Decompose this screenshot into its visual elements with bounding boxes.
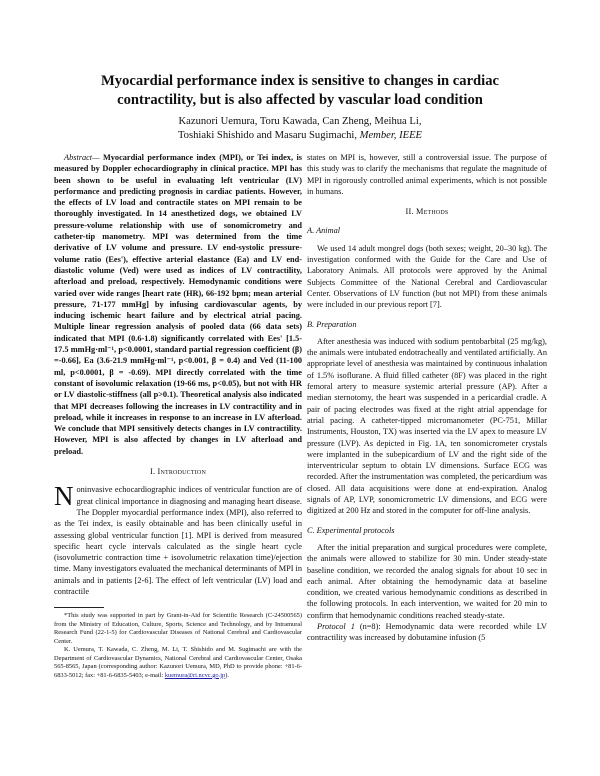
footnote-end: ).: [225, 671, 229, 679]
footnote: [54, 612, 302, 680]
footnote-funding: *This study was supported in part by Grant-in-Aid for Scientific Research (C-24500565) from the Ministry of Education, Culture, Sports, Science and Technology, and by Intramural Research Fund (22-1-5) for Cardiovascular Diseases of National Cerebral and Cardiovascular Center.: [54, 612, 302, 645]
intro-dropcap: N: [54, 481, 74, 512]
protocol-1-body: (n=8): Hemodynamic data were recorded while LV contractility was increased by dobutamine infusion (5: [307, 621, 547, 643]
abstract-text: Myocardial performance index (MPI), or Tei index, is measured by Doppler echocardiography in clinical practice. MPI has been shown to be useful in evaluating left ventricular (LV) performance and predicting prognosis in cardiac patients. However, the effects of LV load and contractile states on MPI remain to be thoroughly investigated. In 14 anesthetized dogs, we obtained LV pressure-volume relationship with use of sonomicrometry and catheter-tip manometry. MPI was determined from the time derivative of LV volume and pressure. LV end-systolic pressure-volume ratio (Ees'), effective arterial elastance (Ea) and LV end-diastolic volume (Ved) were used as indices of LV contractility, afterload and preload, respectively. Hemodynamic conditions were varied over wide ranges [heart rate (HR), 66-192 bpm; mean arterial pressure, 71-177 mmHg] by infusing cardiovascular agents, by inducing ischemic heart failure and by electrical atrial pacing. Multiple linear regression analysis of pooled data (66 data sets) indicated that MPI (0.6-1.8) significantly correlated with Ees' [1.5-17.5 mmHg·ml⁻¹, p<0.0001, standard partial regression coefficient (β) =-0.66], Ea (3.6-21.9 mmHg·ml⁻¹, p<0.001, β = 0.4) and Ved (11-100 ml, p<0.0001, β = -0.69). MPI directly correlated with the time constant of isovolumic relaxation (19-66 ms, p<0.05), but not with HR or LV diastolic-stiffness (all p>0.1). Theoretical analysis also indicated that MPI decreases following the increases in LV contractility and in preload, while it increases in response to an increase in LV afterload. We conclude that MPI sensitively detects changes in LV contractility. However, MPI is also affected by changes in LV afterload and preload.: [54, 153, 302, 456]
authors-line-1: Kazunori Uemura, Toru Kawada, Can Zheng, Meihua Li,: [178, 116, 422, 127]
preparation-text: After anesthesia was induced with sodium pentobarbital (25 mg/kg), the animals were intubated endotracheally and ventilated artificially. An appropriate level of anesthesia was maintained by continuous inhalation of 1.5% isoflurane. A fluid filled catheter (8F) was placed in the right femoral artery to measure systemic arterial pressure (AP). After a median sternotomy, the heart was suspended in a pericardial cradle. A pair of pacing electrodes was fixed at the right atrial appendage for atrial pacing. A catheter-tipped micromanometer (PC-751, Millar Instruments, Houston, TX) was inserted via the LV apex to measure LV pressure (LVP). As depicted in Fig. 1A, ten sonomicrometer crystals were implanted in the subepicardium of LV and the right side of the interventricular septum to obtain LV dimensions. Surface ECG was recorded. After the instrumentation was completed, the pericardium was closed. All data acquisitions were done at end-expiration. Analog signals of AP, LVP, sonomicrometric LV dimensions, and ECG were digitized at 200 Hz and stored in the computer for off-line analysis.: [307, 336, 547, 516]
authors-names: Toshiaki Shishido and Masaru Sugimachi,: [177, 129, 360, 141]
author-list: [60, 115, 540, 142]
footnote-rule: [54, 607, 104, 608]
preparation-heading: B. Preparation: [307, 319, 357, 329]
intro-heading: I. Introduction: [149, 467, 206, 477]
abstract: [54, 152, 302, 457]
protocol-1-text: [307, 621, 547, 644]
protocol-1-label: Protocol 1: [317, 621, 355, 631]
authors-line-2: [60, 129, 540, 143]
right-column: [307, 152, 547, 644]
author-membership: Member, IEEE: [359, 129, 423, 141]
paper-title: Myocardial performance index is sensitive to changes in cardiac contractility, but is also affected by vascular load condition: [100, 73, 500, 108]
abstract-label: Abstract—: [64, 153, 100, 162]
email-link[interactable]: kuemura@ri.ncvc.go.jp: [164, 671, 226, 679]
footnote-affiliation-text: K. Uemura, T. Kawada, C. Zheng, M. Li, T. Shishido and M. Sugimachi are with the Department of Cardiovascular Dynamics, National Cerebral and Cardiovascular Center, Osaka 565-8565, Japan (corresponding author: Kazunori Uemura, MD, PhD to provide phone: +81-6-6833-5012; fax: +81-6-6835-5403; e-mail:: [54, 646, 302, 679]
protocols-heading: C. Experimental protocols: [307, 525, 395, 535]
protocols-text: After the initial preparation and surgical procedures were complete, the animals were allowed to stabilize for 30 min. Under steady-state baseline condition, we recorded the analog signals for about 10 sec in each animal. After obtaining the hemodynamic data at baseline condition, we created various hemodynamic conditions as described in the following protocols. In each intervention, we waited for 20 min to confirm that hemodynamic conditions reached steady-state.: [307, 542, 547, 620]
intro-paragraph: [54, 481, 302, 597]
left-column: [54, 152, 302, 680]
intro-continued: states on MPI is, however, still a controversial issue. The purpose of this study was to clarify the mechanisms that regulate the magnitude of MPI in rigorously controlled animal experiments, which is not possible in humans.: [307, 153, 547, 196]
animal-heading: A. Animal: [307, 226, 341, 236]
animal-text: We used 14 adult mongrel dogs (both sexes; weight, 20–30 kg). The investigation conformed with the Guide for the Care and Use of Laboratory Animals. All protocols were approved by the Animal Subjects Committee of the National Cerebral and Cardiovascular Center. Observations of LV function (but not MPI) from these animals were included in our previous report [7].: [307, 243, 547, 310]
footnote-affiliation: [54, 646, 302, 680]
intro-text: oninvasive echocardiographic indices of ventricular function are of great clinical importance in diagnosing and managing heart disease. The Doppler myocardial performance index (MPI), also referred to as the Tei index, is easily obtainable and has been clinically useful in assessing global ventricular function [1]. MPI is derived from measured specific heart cycle intervals calculated as the single heart cycle (isovolumetric contraction time + isovolumetric relaxation time)/ejection time. Many investigators evaluated the mechanical determinants of MPI in animals and in patients [2-6]. The effect of left ventricular (LV) load and contractile: [54, 485, 302, 596]
methods-heading: II. Methods: [405, 207, 449, 217]
